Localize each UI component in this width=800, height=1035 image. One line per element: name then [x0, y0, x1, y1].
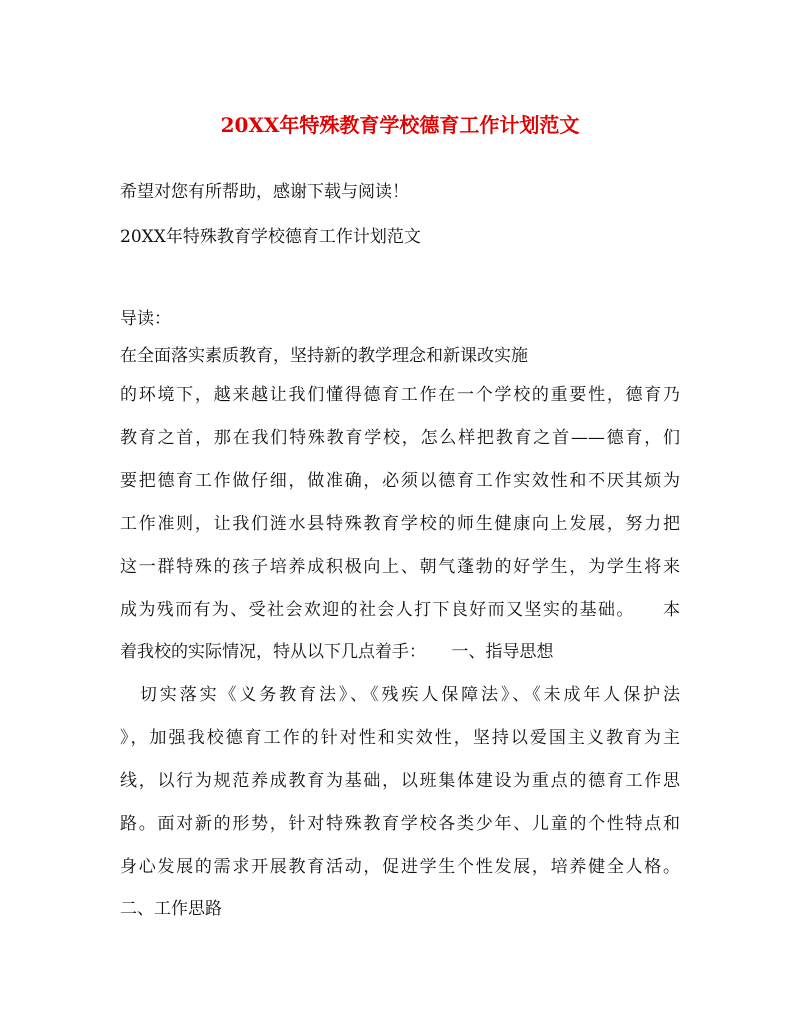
paragraph-line: 路。面对新的形势，针对特殊教育学校各类少年、儿童的个性特点和	[120, 814, 680, 834]
subtitle-line: 20XX年特殊教育学校德育工作计划范文	[120, 227, 421, 247]
document-title: 20XX年特殊教育学校德育工作计划范文	[220, 113, 580, 137]
paragraph-line: 着我校的实际情况，特从以下几点着手： 一、指导思想	[120, 642, 554, 662]
paragraph-line: 教育之首，那在我们特殊教育学校，怎么样把教育之首——德育，们	[120, 428, 680, 448]
paragraph-line: 在全面落实素质教育，坚持新的教学理念和新课改实施	[120, 346, 528, 366]
paragraph-line: 切实落实《义务教育法》、《残疾人保障法》、《未成年人保护法	[120, 685, 680, 705]
paragraph-line: 工作准则，让我们涟水县特殊教育学校的师生健康向上发展，努力把	[120, 514, 680, 534]
paragraph-line: 要把德育工作做仔细，做准确，必须以德育工作实效性和不厌其烦为	[120, 471, 680, 491]
paragraph-line: 这一群特殊的孩子培养成积极向上、朝气蓬勃的好学生，为学生将来	[120, 557, 680, 577]
intro-thanks-line: 希望对您有所帮助，感谢下载与阅读！	[120, 182, 409, 202]
paragraph-line: 线，以行为规范养成教育为基础，以班集体建设为重点的德育工作思	[120, 771, 680, 791]
paragraph-line: 的环境下，越来越让我们懂得德育工作在一个学校的重要性，德育乃	[120, 385, 680, 405]
paragraph-line: 》，加强我校德育工作的针对性和实效性，坚持以爱国主义教育为主	[120, 728, 680, 748]
reading-guide-label: 导读：	[120, 309, 171, 329]
paragraph-line: 成为残而有为、受社会欢迎的社会人打下良好而又坚实的基础。 本	[120, 600, 680, 620]
section-heading: 二、工作思路	[120, 899, 222, 919]
paragraph-line: 身心发展的需求开展教育活动，促进学生个性发展，培养健全人格。	[120, 857, 680, 877]
